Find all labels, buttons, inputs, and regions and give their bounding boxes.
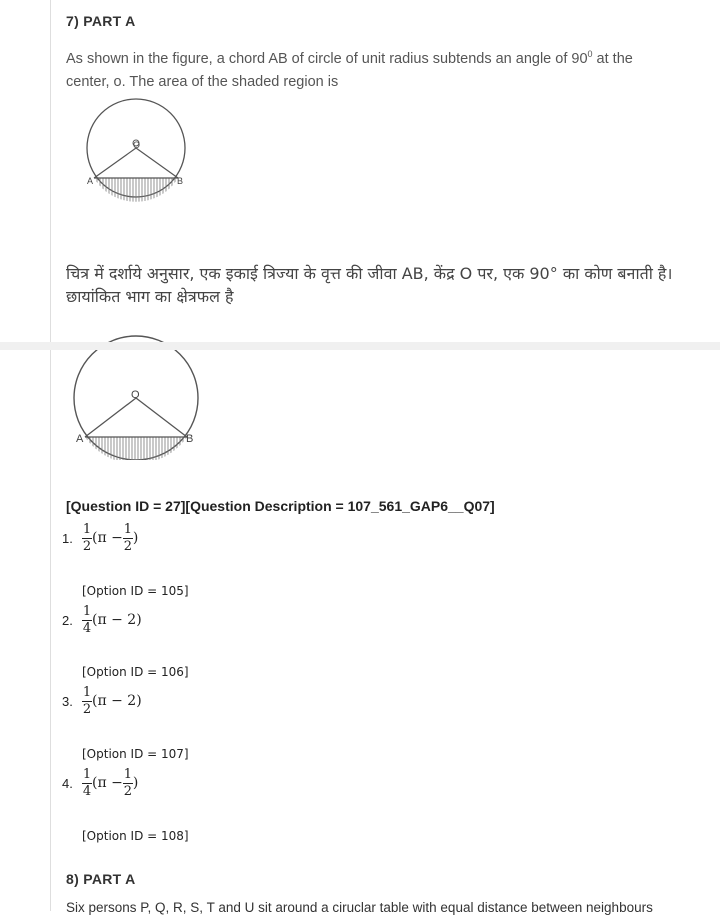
hindi-line-2: छायांकित भाग का क्षेत्रफल है: [66, 287, 234, 306]
coef-numerator: 1: [82, 521, 92, 537]
english-line-1: As shown in the figure, a chord AB of circle of unit radius subtends an angle of 90: [66, 50, 588, 67]
inner-denominator: 2: [123, 783, 132, 799]
option-1-number: 1.: [62, 530, 73, 546]
option-1-coefficient: [82, 523, 92, 554]
expr-close: ): [132, 530, 139, 546]
hindi-line-1: चित्र में दर्शाये अनुसार, एक इकाई त्रिज्या के वृत्त की जीवा AB, केंद्र O पर, एक 90° का कोण बनाती है।: [66, 264, 673, 283]
circle-figure-large: [65, 330, 215, 460]
option-4-coefficient: [82, 768, 92, 799]
option-4-number: 4.: [62, 775, 73, 791]
option-2[interactable]: [62, 600, 142, 640]
coef-denominator: 4: [82, 783, 92, 799]
label-a-small: A: [87, 176, 94, 186]
option-1[interactable]: [62, 518, 138, 558]
option-1-id: [Option ID = 105]: [82, 584, 189, 598]
question-id-line: [Question ID = 27][Question Description = 107_561_GAP6__Q07]: [66, 498, 495, 514]
question-7-english-text: [66, 43, 716, 94]
option-2-coefficient: [82, 605, 92, 636]
question-8-text-partial: Six persons P, Q, R, S, T and U sit around a ciruclar table with equal distance between neighbours: [66, 900, 653, 915]
option-3-coefficient: [82, 686, 92, 717]
option-4-id: [Option ID = 108]: [82, 829, 189, 843]
inner-fraction: [123, 768, 133, 799]
question-7-heading: 7) PART A: [66, 13, 136, 29]
label-o-large: O: [131, 389, 140, 401]
coef-denominator: 4: [82, 620, 92, 636]
option-3[interactable]: [62, 681, 142, 721]
english-line-1-end: at the: [592, 50, 633, 67]
option-2-id: [Option ID = 106]: [82, 665, 189, 679]
label-b-small: B: [177, 176, 184, 186]
coef-numerator: 1: [82, 766, 92, 782]
option-1-expression: [92, 523, 138, 554]
option-2-expression: (π − 2): [92, 612, 142, 628]
degree-superscript: 0: [587, 49, 593, 59]
label-o-small: O: [133, 140, 141, 150]
option-3-id: [Option ID = 107]: [82, 747, 189, 761]
coef-denominator: 2: [82, 538, 92, 554]
option-4-expression: [92, 768, 138, 799]
inner-fraction: [123, 523, 133, 554]
coef-numerator: 1: [82, 603, 92, 619]
circle-figure-small: [78, 98, 208, 208]
coef-numerator: 1: [82, 684, 92, 700]
question-7-hindi-text: [66, 262, 716, 308]
left-border: [50, 0, 51, 911]
option-3-number: 3.: [62, 693, 73, 709]
inner-denominator: 2: [123, 538, 132, 554]
expr-open: (π −: [92, 530, 123, 546]
label-a-large: A: [76, 433, 84, 445]
inner-numerator: 1: [123, 766, 132, 782]
option-3-expression: (π − 2): [92, 693, 142, 709]
coef-denominator: 2: [82, 701, 92, 717]
option-2-number: 2.: [62, 612, 73, 628]
expr-open: (π −: [92, 775, 123, 791]
label-b-large: B: [186, 433, 194, 445]
option-4[interactable]: [62, 763, 138, 803]
inner-numerator: 1: [123, 521, 132, 537]
question-8-heading: 8) PART A: [66, 871, 136, 887]
expr-close: ): [132, 775, 139, 791]
english-line-2: center, o. The area of the shaded region is: [66, 73, 339, 90]
